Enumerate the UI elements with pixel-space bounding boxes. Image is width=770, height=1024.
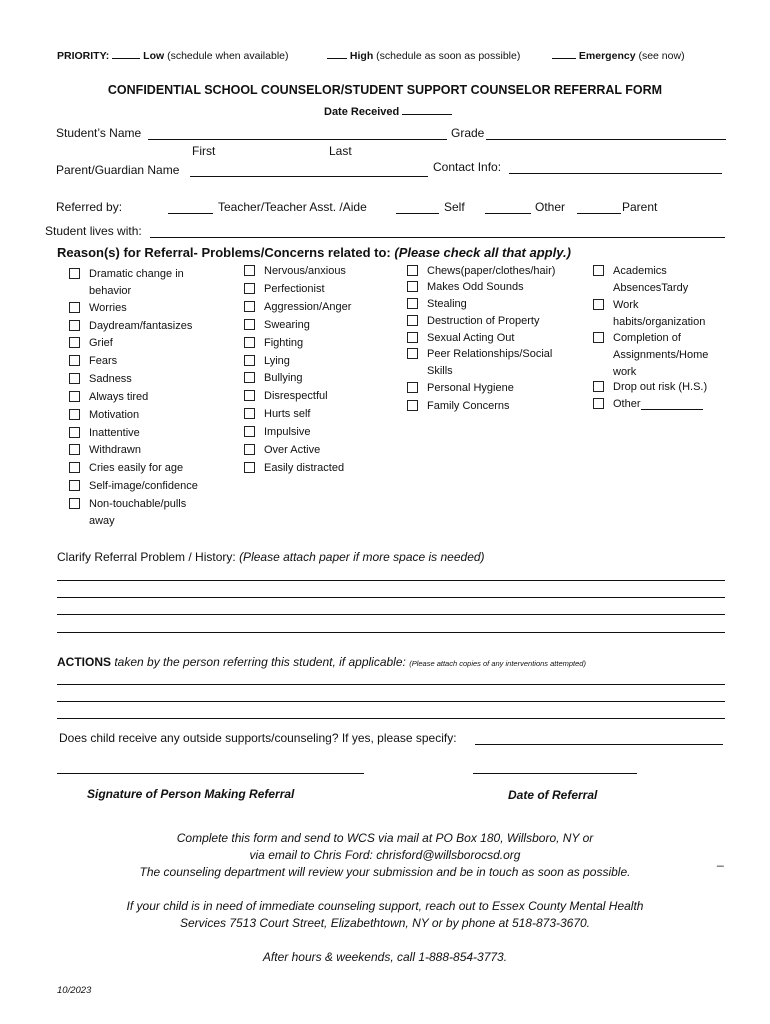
reasons-heading	[57, 245, 571, 260]
actions-label-bold: ACTIONS	[57, 655, 111, 669]
emergency-priority-option	[552, 47, 685, 62]
date-received	[324, 103, 452, 118]
crisis-line-1: If your child is in need of immediate counseling support, reach out to Essex County Mental Health	[126, 899, 644, 913]
checkbox[interactable]	[69, 373, 80, 384]
actions-line[interactable]	[57, 701, 725, 702]
checkbox[interactable]	[407, 382, 418, 393]
checkbox[interactable]	[407, 281, 418, 292]
reason-item[interactable]: Stealing	[407, 296, 467, 313]
reason-item[interactable]: Nervous/anxious	[244, 263, 346, 280]
reason-item[interactable]: Hurts self	[244, 406, 310, 423]
referral-date-label: Date of Referral	[508, 788, 598, 802]
grade-field[interactable]	[486, 139, 726, 140]
checkbox[interactable]	[69, 498, 80, 509]
reasons-heading-text: Reason(s) for Referral- Problems/Concerns related to:	[57, 245, 391, 260]
actions-label-text: taken by the person referring this student, if applicable:	[114, 655, 406, 669]
reason-item[interactable]: Withdrawn	[69, 442, 141, 459]
referred-by-label: Referred by:	[56, 200, 123, 214]
checkbox[interactable]	[69, 409, 80, 420]
reason-item[interactable]: Perfectionist	[244, 281, 325, 298]
emergency-priority-note: (see now)	[638, 50, 685, 62]
contact-info-label: Contact Info:	[433, 160, 502, 174]
after-hours-line: After hours & weekends, call 1-888-854-3773.	[262, 950, 508, 964]
referred-other-label: Other	[535, 200, 566, 214]
checkbox[interactable]	[69, 444, 80, 455]
checkbox[interactable]	[69, 427, 80, 438]
parent-name-label: Parent/Guardian Name	[56, 163, 180, 177]
checkbox[interactable]	[69, 320, 80, 331]
emergency-priority-blank[interactable]	[552, 47, 576, 59]
priority-label: PRIORITY:	[57, 50, 110, 62]
form-version: 10/2023	[57, 985, 92, 996]
high-priority-option	[327, 47, 520, 62]
reason-item[interactable]: Peer Relationships/Social Skills	[407, 346, 577, 380]
reason-item[interactable]: Disrespectful	[244, 388, 328, 405]
checkbox[interactable]	[69, 462, 80, 473]
referred-self-blank[interactable]	[396, 213, 439, 214]
actions-note: (Please attach copies of any interventions attempted)	[409, 659, 586, 668]
checkbox[interactable]	[244, 408, 255, 419]
checkbox[interactable]	[244, 319, 255, 330]
signature-field[interactable]	[57, 773, 364, 774]
clarify-line[interactable]	[57, 632, 725, 633]
footer-email-prefix: via email to Chris Ford:	[249, 848, 373, 862]
checkbox[interactable]	[69, 337, 80, 348]
checkbox[interactable]	[69, 480, 80, 491]
checkbox[interactable]	[244, 444, 255, 455]
priority-row	[57, 47, 288, 62]
checkbox[interactable]	[244, 337, 255, 348]
checkbox[interactable]	[407, 315, 418, 326]
reason-item[interactable]: Sadness	[69, 371, 132, 388]
referral-date-field[interactable]	[473, 773, 637, 774]
checkbox[interactable]	[244, 372, 255, 383]
student-name-field[interactable]	[148, 139, 447, 140]
form-title: CONFIDENTIAL SCHOOL COUNSELOR/STUDENT SUPPORT COUNSELOR REFERRAL FORM	[107, 83, 663, 97]
crisis-line-2: Services 7513 Court Street, Elizabethtown, NY or by phone at 518-873-3670.	[179, 916, 591, 930]
contact-info-field[interactable]	[509, 173, 722, 174]
parent-name-field[interactable]	[190, 176, 428, 177]
checkbox[interactable]	[593, 398, 604, 409]
checkbox[interactable]	[69, 302, 80, 313]
date-received-field[interactable]	[402, 103, 452, 115]
reason-item[interactable]: Academics AbsencesTardy	[593, 263, 715, 297]
reason-item[interactable]: Cries easily for age	[69, 460, 183, 477]
reason-item[interactable]: Easily distracted	[244, 460, 344, 477]
reason-item[interactable]: Non-touchable/pulls away	[69, 496, 214, 530]
reason-item[interactable]: Sexual Acting Out	[407, 330, 514, 347]
reason-item[interactable]: Bullying	[244, 370, 303, 387]
referred-other-blank[interactable]	[485, 213, 531, 214]
clarify-note: (Please attach paper if more space is needed)	[239, 550, 485, 564]
checkbox[interactable]	[593, 265, 604, 276]
clarify-label	[57, 550, 485, 564]
reason-item[interactable]: Aggression/Anger	[244, 299, 351, 316]
checkbox[interactable]	[244, 462, 255, 473]
reason-item[interactable]: Lying	[244, 353, 290, 370]
checkbox[interactable]	[244, 426, 255, 437]
footer-line-1: Complete this form and send to WCS via mail at PO Box 180, Willsboro, NY or	[176, 831, 594, 845]
checkbox[interactable]	[69, 355, 80, 366]
checkbox[interactable]	[69, 268, 80, 279]
checkbox[interactable]	[407, 298, 418, 309]
checkbox[interactable]	[69, 391, 80, 402]
checkbox[interactable]	[244, 283, 255, 294]
reason-item[interactable]: Motivation	[69, 407, 139, 424]
reason-item[interactable]: Grief	[69, 335, 113, 352]
clarify-line[interactable]	[57, 597, 725, 598]
referred-self-label: Self	[444, 200, 465, 214]
reasons-heading-note: (Please check all that apply.)	[394, 245, 571, 260]
checkbox[interactable]	[593, 381, 604, 392]
actions-line[interactable]	[57, 684, 725, 685]
reason-item[interactable]: Self-image/confidence	[69, 478, 198, 495]
checkbox[interactable]	[407, 348, 418, 359]
clarify-line[interactable]	[57, 580, 725, 581]
checkbox[interactable]	[407, 400, 418, 411]
reason-item[interactable]: Dramatic change in behavior	[69, 266, 219, 300]
outside-supports-field[interactable]	[475, 744, 723, 745]
low-priority-label: Low	[143, 50, 165, 62]
actions-line[interactable]	[57, 718, 725, 719]
checkbox[interactable]	[407, 332, 418, 343]
referred-parent-label: Parent	[622, 200, 658, 214]
checkbox[interactable]	[593, 332, 604, 343]
reason-item[interactable]: Impulsive	[244, 424, 310, 441]
lives-with-label: Student lives with:	[45, 224, 142, 238]
footer-dash: _	[717, 853, 724, 867]
referred-teacher-blank[interactable]	[168, 213, 213, 214]
referred-parent-blank[interactable]	[577, 213, 621, 214]
reason-item[interactable]: Makes Odd Sounds	[407, 279, 524, 296]
reason-item[interactable]: Inattentive	[69, 425, 140, 442]
other-reason-field[interactable]	[641, 396, 703, 410]
reason-item[interactable]: Drop out risk (H.S.)	[593, 379, 707, 396]
reason-item[interactable]: Over Active	[244, 442, 320, 459]
date-received-label: Date Received	[324, 106, 400, 118]
high-priority-note: (schedule as soon as possible)	[376, 50, 521, 62]
first-name-caption: First	[192, 144, 216, 158]
checkbox[interactable]	[407, 265, 418, 276]
footer-line-3: The counseling department will review your submission and be in touch as soon as possible.	[139, 865, 631, 879]
reason-item[interactable]: Personal Hygiene	[407, 380, 514, 397]
reason-item[interactable]: Completion of Assignments/Home work	[593, 330, 719, 381]
student-name-label: Student’s Name	[56, 126, 142, 140]
clarify-label-text: Clarify Referral Problem / History:	[57, 550, 236, 564]
last-name-caption: Last	[329, 144, 352, 158]
reason-item[interactable]: Swearing	[244, 317, 310, 334]
outside-supports-label: Does child receive any outside supports/counseling? If yes, please specify:	[59, 731, 457, 745]
checkbox[interactable]	[593, 299, 604, 310]
reason-item[interactable]: Daydream/fantasizes	[69, 318, 192, 335]
signature-label: Signature of Person Making Referral	[87, 787, 295, 801]
reason-item[interactable]: Destruction of Property	[407, 313, 540, 330]
reason-item[interactable]: Always tired	[69, 389, 148, 406]
reason-item[interactable]: Family Concerns	[407, 398, 510, 415]
reason-item[interactable]: Work habits/organization	[593, 297, 719, 331]
high-priority-label: High	[349, 50, 374, 62]
grade-label: Grade	[451, 126, 485, 140]
reason-item[interactable]: Fighting	[244, 335, 303, 352]
checkbox[interactable]	[244, 265, 255, 276]
actions-label	[57, 655, 586, 669]
footer-line-2	[0, 848, 770, 862]
checkbox[interactable]	[244, 355, 255, 366]
low-priority-blank[interactable]	[112, 47, 140, 59]
reason-item[interactable]: Fears	[69, 353, 117, 370]
reason-item-other[interactable]: Other	[593, 396, 703, 413]
reason-item[interactable]: Worries	[69, 300, 127, 317]
reason-item[interactable]: Chews(paper/clothes/hair)	[407, 263, 555, 280]
checkbox[interactable]	[244, 301, 255, 312]
clarify-line[interactable]	[57, 614, 725, 615]
lives-with-field[interactable]	[150, 237, 725, 238]
emergency-priority-label: Emergency	[578, 50, 636, 62]
referred-teacher-label: Teacher/Teacher Asst. /Aide	[218, 200, 367, 214]
low-priority-note: (schedule when available)	[167, 50, 289, 62]
footer-email[interactable]: chrisford@willsborocsd.org	[376, 848, 521, 862]
checkbox[interactable]	[244, 390, 255, 401]
high-priority-blank[interactable]	[327, 47, 347, 59]
